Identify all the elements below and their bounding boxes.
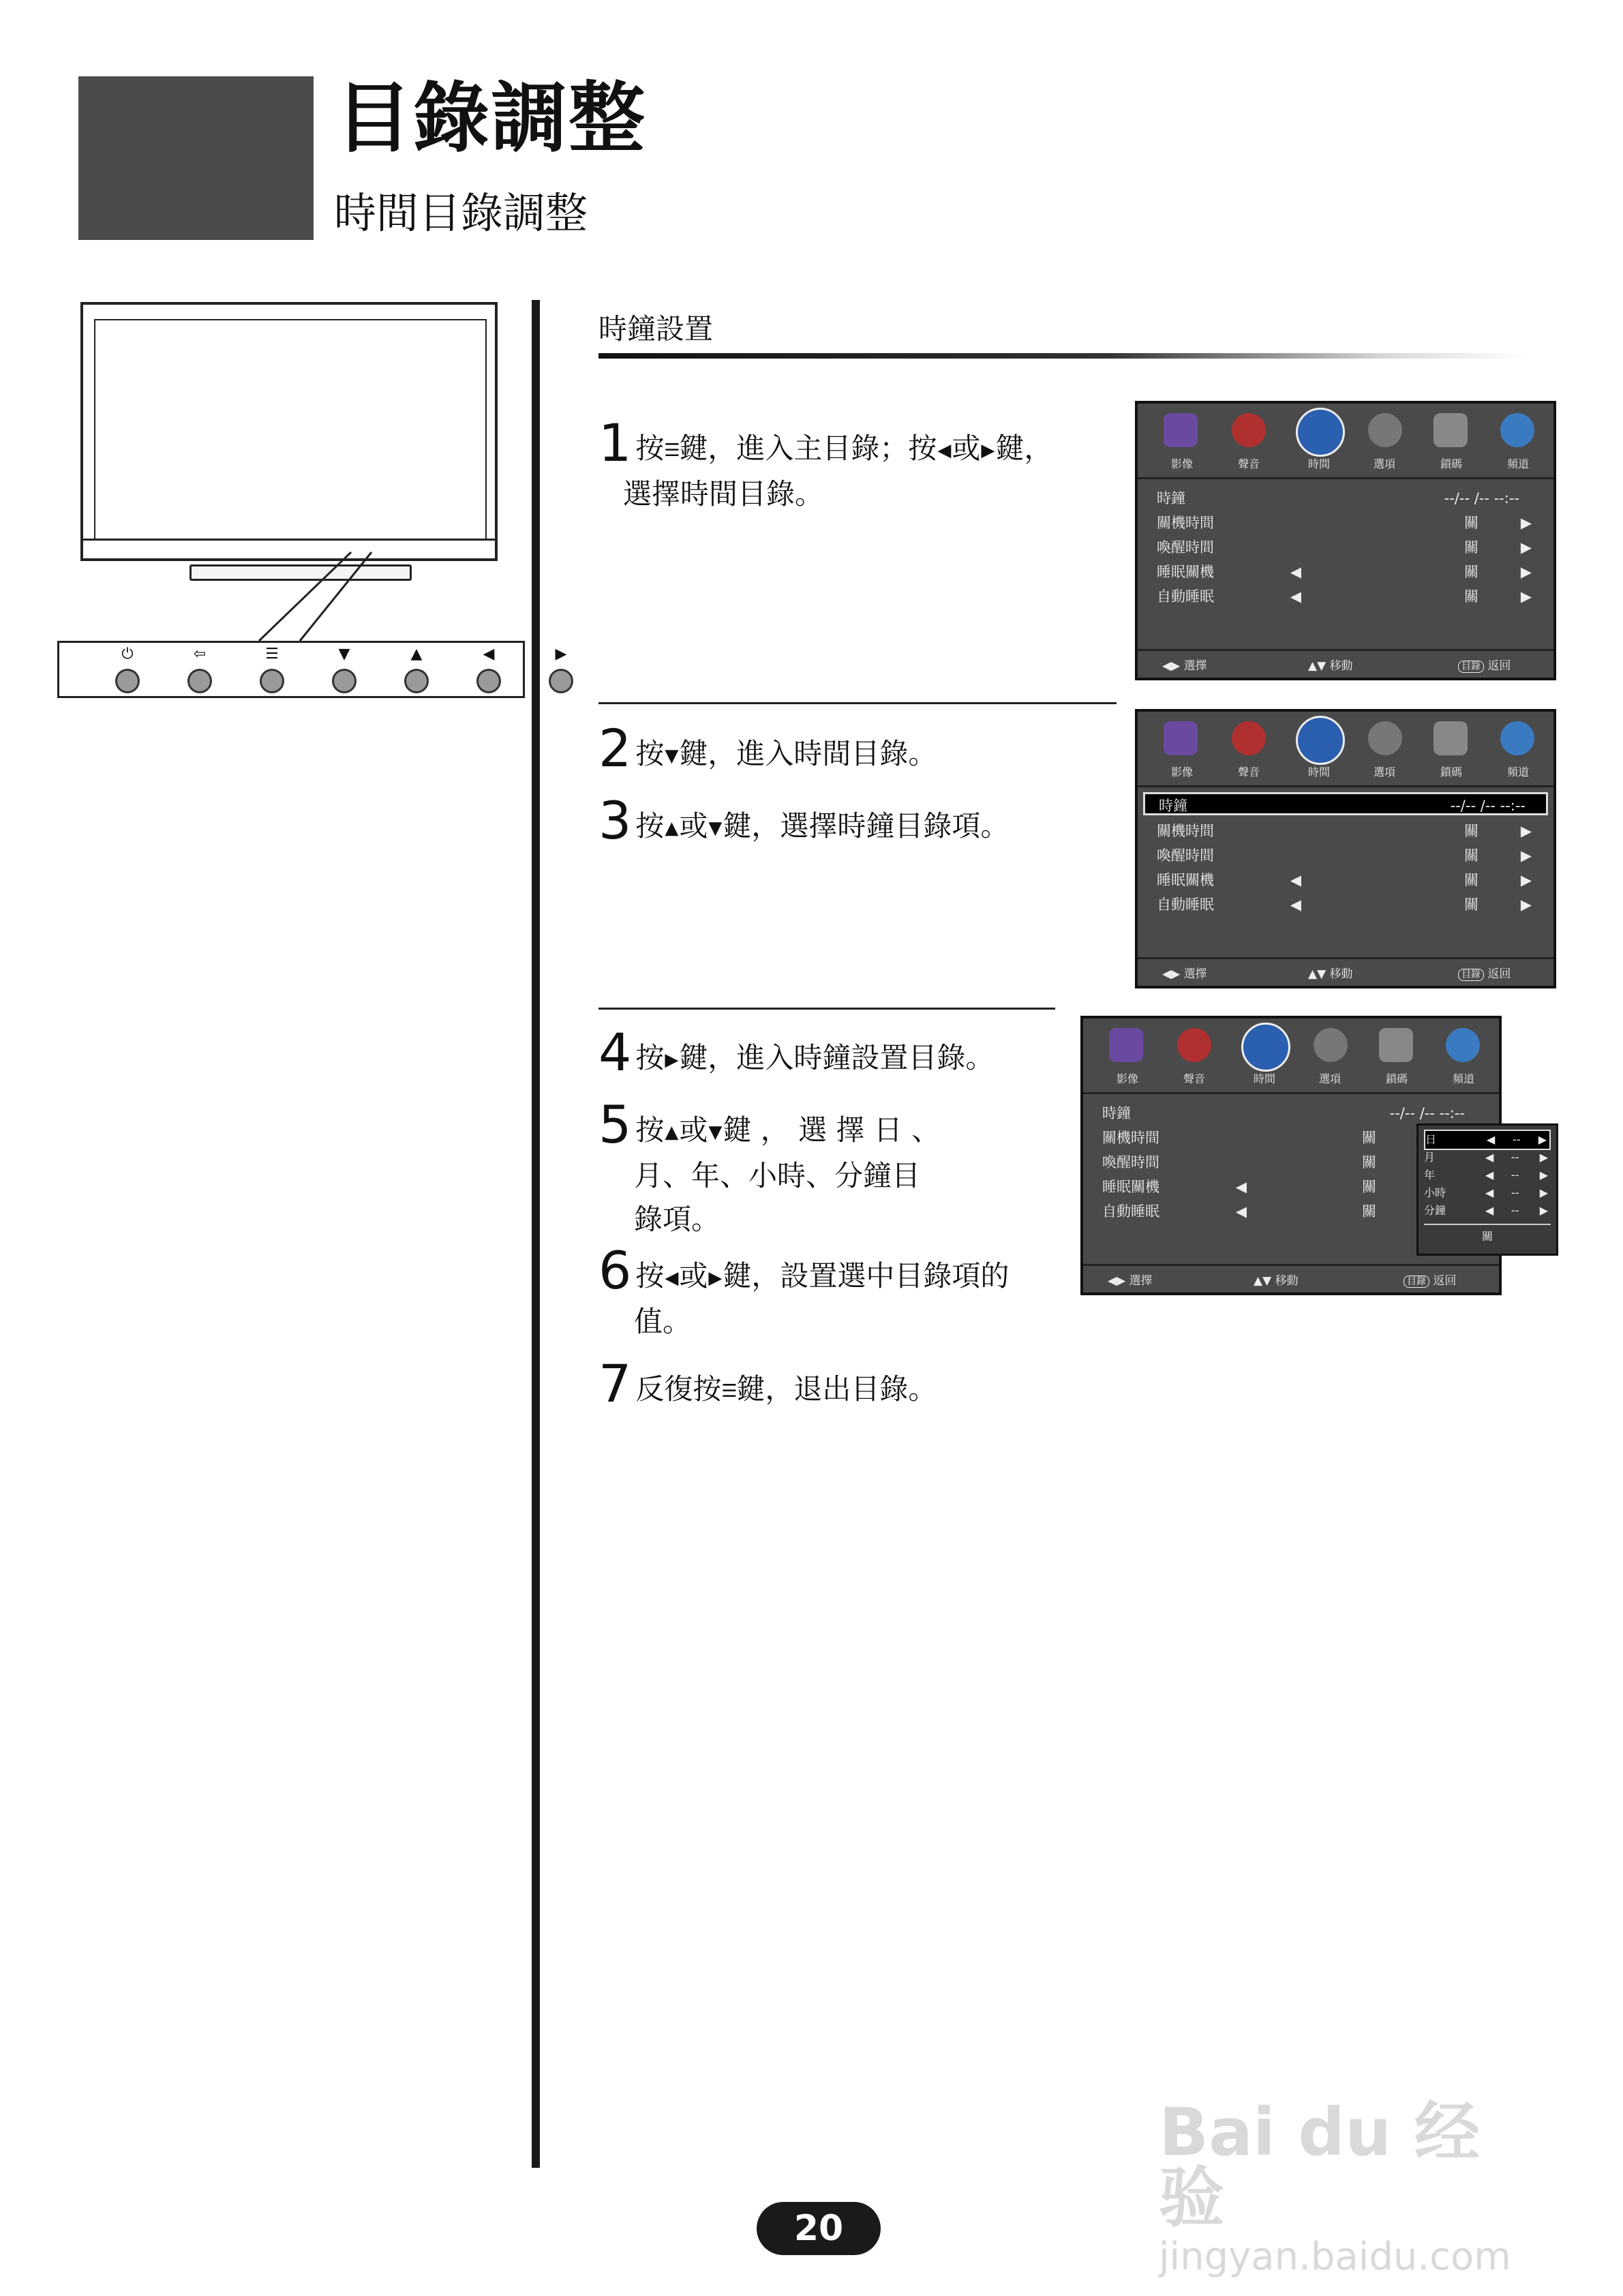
menu-item-on-time[interactable]: 喚醒時間 關 ▶ — [1157, 539, 1532, 556]
tab-time[interactable]: 時間 — [1307, 457, 1330, 470]
menu-item-sleep[interactable]: 睡眠關機 ◀ 關 ▶ — [1157, 872, 1532, 888]
step-text: 或 — [952, 432, 981, 465]
step-text: 鍵， — [995, 432, 1053, 465]
column-divider — [532, 300, 540, 2168]
osd-menu-2 — [1135, 709, 1556, 988]
menu-item-on-time[interactable]: 喚醒時間 關 ▶ — [1157, 847, 1532, 864]
step-text: 鍵，進入時鐘設置目錄。 — [679, 1041, 995, 1074]
menu-item-auto-sleep[interactable]: 自動睡眠 ◀ 關 — [1102, 1203, 1376, 1220]
picture-icon — [1164, 721, 1198, 755]
tab-options[interactable]: 選項 — [1318, 1072, 1341, 1085]
osd-footer-separator — [1083, 1264, 1499, 1266]
left-icon: ◀ — [483, 646, 495, 663]
step-number: 3 — [598, 790, 632, 851]
tv-screen — [94, 319, 487, 540]
page-title: 目錄調整 — [335, 74, 646, 163]
up-icon: ▲ — [410, 646, 423, 663]
globe-icon — [1500, 413, 1534, 447]
step-number: 6 — [598, 1240, 632, 1301]
step-7 — [598, 1353, 1089, 1414]
step-divider — [598, 702, 1117, 704]
down-arrow-icon: ▼ — [665, 746, 679, 766]
menu-icon: ☰ — [721, 1381, 738, 1402]
right-arrow-icon: ▶ — [665, 1050, 679, 1070]
tab-lock[interactable]: 鎖碼 — [1440, 457, 1462, 470]
footer-back: 目錄 返回 — [1404, 1271, 1456, 1288]
osd-footer-separator — [1138, 649, 1553, 651]
tab-channel[interactable]: 頻道 — [1506, 766, 1529, 779]
time-icon — [1296, 716, 1345, 765]
left-arrow-icon: ◀ — [665, 1268, 679, 1288]
input-icon: ⇦ — [193, 646, 207, 663]
step-text: 按 — [635, 1113, 665, 1147]
menu-item-clock[interactable]: 時鐘 --/-- /-- --:-- — [1102, 1105, 1465, 1121]
step-text: 或 — [679, 809, 708, 843]
tab-options[interactable]: 選項 — [1373, 457, 1395, 470]
submenu-bottom: 關 — [1481, 1230, 1493, 1243]
step-text: 按 — [635, 809, 665, 843]
page-number: 20 — [757, 2202, 881, 2255]
right-arrow-icon: ▶ — [981, 440, 995, 461]
down-icon: ▼ — [338, 646, 350, 663]
menu-item-on-time[interactable]: 喚醒時間 關 — [1102, 1154, 1376, 1170]
submenu-item-hour[interactable]: 小時 ◀ -- ▶ — [1424, 1186, 1548, 1199]
step-number: 2 — [598, 718, 632, 779]
section-title: 時鐘設置 — [598, 312, 714, 346]
gear-icon — [1368, 721, 1402, 755]
right-arrow-icon: ▶ — [708, 1268, 723, 1288]
input-button[interactable] — [187, 669, 212, 693]
watermark — [1159, 2094, 1541, 2279]
step-5 — [598, 1094, 1048, 1241]
left-arrow-icon: ◀ — [937, 440, 952, 461]
up-arrow-icon: ▲ — [665, 818, 679, 839]
step-text: 按 — [635, 737, 665, 770]
footer-move: ▲▼ 移動 — [1254, 1274, 1299, 1288]
watermark-url: jingyan.baidu.com — [1159, 2235, 1511, 2279]
step-text: 月、年、小時、分鐘目 — [634, 1159, 921, 1192]
step-2 — [598, 718, 1103, 779]
right-button[interactable] — [549, 669, 573, 693]
picture-icon — [1109, 1028, 1143, 1062]
footer-move: ▲▼ 移動 — [1308, 659, 1353, 673]
step-text: 值。 — [634, 1305, 692, 1338]
left-button[interactable] — [476, 669, 501, 693]
lock-icon — [1434, 413, 1468, 447]
menu-item-auto-sleep[interactable]: 自動睡眠 ◀ 關 ▶ — [1157, 588, 1532, 605]
step-number: 7 — [598, 1353, 632, 1414]
lock-icon — [1379, 1028, 1413, 1062]
osd-separator — [1138, 785, 1553, 787]
tab-lock[interactable]: 鎖碼 — [1440, 766, 1462, 779]
submenu-item-month[interactable]: 月 ◀ -- ▶ — [1424, 1151, 1548, 1164]
step-text: 鍵，選擇時鐘目錄項。 — [723, 809, 1010, 843]
tab-time[interactable]: 時間 — [1253, 1072, 1275, 1085]
menu-item-clock-selected[interactable]: 時鐘 --/-- /-- --:-- — [1143, 792, 1548, 815]
power-button[interactable] — [115, 669, 140, 693]
menu-icon: ☰ — [265, 646, 279, 663]
step-text: 錄項。 — [634, 1203, 721, 1236]
step-text: 反復按 — [635, 1372, 722, 1406]
osd-separator — [1138, 477, 1553, 479]
lock-icon — [1434, 721, 1468, 755]
step-number: 5 — [598, 1094, 632, 1155]
step-4 — [598, 1022, 1089, 1083]
tab-channel[interactable]: 頻道 — [1506, 457, 1529, 470]
tab-channel[interactable]: 頻道 — [1452, 1072, 1474, 1085]
gear-icon — [1368, 413, 1402, 447]
footer-select: ◀▶ 選擇 — [1162, 967, 1207, 981]
page-subtitle: 時間目錄調整 — [334, 188, 588, 238]
tv-button-panel — [57, 641, 567, 698]
tab-picture[interactable]: 影像 — [1170, 766, 1193, 779]
time-icon — [1296, 408, 1345, 457]
down-arrow-icon: ▼ — [708, 1122, 723, 1143]
tab-sound[interactable]: 聲音 — [1237, 766, 1260, 779]
down-button[interactable] — [332, 669, 357, 693]
footer-move: ▲▼ 移動 — [1308, 967, 1353, 981]
sound-icon — [1232, 413, 1266, 447]
step-text: 鍵，進入時間目錄。 — [679, 737, 937, 770]
submenu-item-year[interactable]: 年 ◀ -- ▶ — [1424, 1168, 1548, 1181]
tab-time[interactable]: 時間 — [1307, 766, 1330, 779]
footer-back: 目錄 返回 — [1458, 656, 1511, 673]
section-underline — [598, 353, 1526, 359]
tab-options[interactable]: 選項 — [1373, 766, 1395, 779]
down-arrow-icon: ▼ — [708, 818, 723, 839]
tab-sound[interactable]: 聲音 — [1183, 1072, 1205, 1085]
menu-item-sleep[interactable]: 睡眠關機 ◀ 關 ▶ — [1157, 564, 1532, 580]
step-number: 1 — [598, 412, 632, 473]
tab-lock[interactable]: 鎖碼 — [1385, 1072, 1408, 1085]
watermark-brand: Bai du 经验 — [1159, 2094, 1480, 2236]
step-text: 鍵，設置選中目錄項的 — [723, 1259, 1010, 1293]
submenu-item-minute[interactable]: 分鐘 ◀ -- ▶ — [1424, 1204, 1548, 1217]
step-text: 選擇時間目錄。 — [623, 477, 824, 511]
menu-item-off-time[interactable]: 關機時間 關 — [1102, 1130, 1376, 1146]
footer-back: 目錄 返回 — [1458, 964, 1511, 981]
step-text: 鍵 ， 選 擇 日 、 — [723, 1113, 941, 1147]
step-6 — [598, 1240, 1089, 1344]
globe-icon — [1500, 721, 1534, 755]
step-1 — [598, 412, 1117, 516]
step-text: 按 — [635, 1041, 665, 1074]
tv-callout-lines — [245, 539, 382, 648]
osd-separator — [1083, 1092, 1499, 1094]
footer-select: ◀▶ 選擇 — [1108, 1274, 1153, 1288]
tab-sound[interactable]: 聲音 — [1237, 457, 1260, 470]
sound-icon — [1232, 721, 1266, 755]
menu-item-off-time[interactable]: 關機時間 關 ▶ — [1157, 515, 1532, 531]
menu-icon: ☰ — [664, 440, 680, 461]
time-icon — [1241, 1023, 1290, 1072]
submenu-separator — [1424, 1224, 1551, 1225]
step-number: 4 — [598, 1022, 632, 1083]
footer-select: ◀▶ 選擇 — [1162, 659, 1207, 673]
sound-icon — [1177, 1028, 1211, 1062]
step-text: 按 — [635, 1259, 665, 1293]
picture-icon — [1164, 413, 1198, 447]
power-icon: ⏻ — [121, 646, 134, 663]
menu-button[interactable] — [260, 669, 284, 693]
step-text: 或 — [679, 1113, 708, 1147]
step-text: 或 — [679, 1259, 708, 1293]
step-divider — [598, 1008, 1055, 1010]
step-text: 按 — [635, 432, 665, 465]
up-arrow-icon: ▲ — [665, 1122, 679, 1143]
tab-picture[interactable]: 影像 — [1170, 457, 1193, 470]
tab-picture[interactable]: 影像 — [1116, 1072, 1138, 1085]
clock-submenu — [1416, 1123, 1558, 1256]
osd-menu-1 — [1135, 401, 1556, 680]
step-text: 鍵，進入主目錄；按 — [679, 432, 937, 465]
menu-item-clock[interactable]: 時鐘 --/-- /-- --:-- — [1157, 490, 1519, 507]
submenu-item-day[interactable]: 日 ◀ -- ▶ — [1424, 1130, 1551, 1150]
globe-icon — [1446, 1028, 1480, 1062]
gear-icon — [1314, 1028, 1348, 1062]
menu-item-off-time[interactable]: 關機時間 關 ▶ — [1157, 823, 1532, 839]
menu-item-sleep[interactable]: 睡眠關機 ◀ 關 — [1102, 1179, 1376, 1195]
right-icon: ▶ — [555, 646, 567, 663]
up-button[interactable] — [404, 669, 429, 693]
step-text: 鍵，退出目錄。 — [736, 1372, 937, 1406]
menu-item-auto-sleep[interactable]: 自動睡眠 ◀ 關 ▶ — [1157, 896, 1532, 913]
step-3 — [598, 790, 1103, 851]
header-block — [78, 76, 314, 240]
osd-footer-separator — [1138, 957, 1553, 959]
